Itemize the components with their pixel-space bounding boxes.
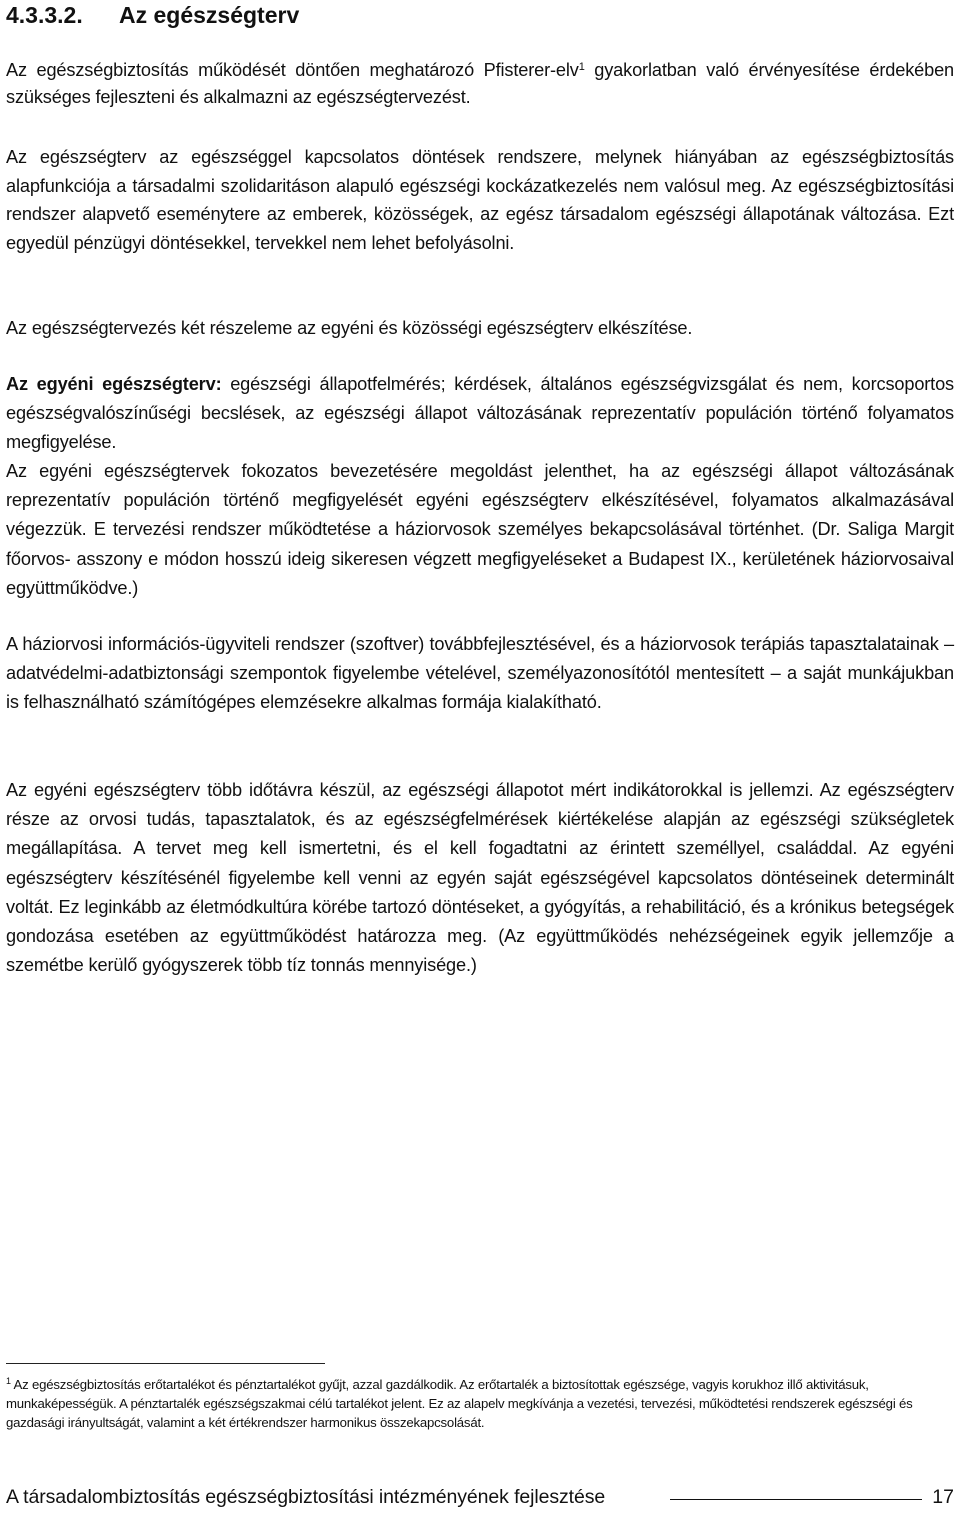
individual-plan-term: Az egyéni egészségterv: — [6, 374, 222, 394]
footer-rule — [670, 1499, 922, 1500]
footnote — [6, 1376, 954, 1432]
paragraph-intro-text-a: Az egészségbiztosítás működését döntően meghatározó Pfisterer-elv — [6, 60, 579, 80]
footnote-marker: 1 — [6, 1376, 11, 1386]
footer-title: A társadalombiztosítás egészségbiztosítási intézményének fejlesztése — [6, 1486, 606, 1508]
paragraph-components: Az egészségtervezés két részeleme az egyéni és közösségi egészségterv elkészítése. — [6, 318, 693, 338]
paragraph-software: A háziorvosi információs-ügyviteli rendszer (szoftver) továbbfejlesztésével, és a háziorvosok terápiás tapasztalatainak – adatvédelmi-adatbiztonsági szempontok figyelembe vételével, személyazonosítótól mentesített – a saját munkájukban is felhasználható számítógépes elemzésekre alkalmas formája kialakítható. — [6, 634, 954, 712]
section-title: Az egészségterv — [119, 2, 300, 28]
paragraph-time-horizon: Az egyéni egészségterv több időtávra készül, az egészségi állapotot mért indikátorokkal is jellemzi. Az egészségterv része az orvosi tudás, tapasztalatok, és az egészségfelmérések kiértékelése alapján az egészségi szükségletek megállapítása. A tervet meg kell ismertetni, és el kell fogadtatni az érintett személlyel, családdal. Az egyéni egészségterv készítésénél figyelembe kell venni az egyén saját egészségével kapcsolatos döntéseinek determinált voltát. Ez leginkább az életmódkultúra körébe tartozó döntéseket, a gyógyítás, a rehabilitáció, és a krónikus betegségek gondozása esetében az együttműködést határozza meg. (Az együttműködés nehézségeinek egyik jellemzője a szemétbe kerülő gyógyszerek több tíz tonnás mennyisége.) — [6, 780, 954, 976]
paragraph-intro-text-b: gyakorlatban való érvényesítése érdekében szükséges fejleszteni és alkalmazni az egészségtervezést. — [6, 60, 955, 107]
paragraph-intro — [6, 57, 954, 111]
section-heading — [6, 2, 299, 28]
page-footer — [6, 1485, 954, 1509]
document-page — [6, 0, 954, 1513]
paragraph-introduction-method: Az egyéni egészségtervek fokozatos bevezetésére megoldást jelenthet, ha az egészségi állapot változásának reprezentatív populáción történő megfigyelését egyéni egészségterv elkészítésével, folyamatos alkalmazásával végezzük. E tervezési rendszer működtetése a háziorvosok személyes bekapcsolásával történhet. (Dr. Saliga Margit főorvos- asszony e módon hosszú ideig sikeresen végzett megfigyeléseket a Budapest IX., kerületének háziorvosaival együttműködve.) — [6, 461, 954, 598]
page-number: 17 — [932, 1486, 954, 1508]
section-number: 4.3.3.2. — [6, 2, 83, 28]
footnote-separator — [6, 1363, 325, 1364]
footnote-text: Az egészségbiztosítás erőtartalékot és pénztartalékot gyűjt, azzal gazdálkodik. Az erőtartalék a biztosítottak egészsége, vagyis korukhoz illő aktivitásuk, munkaképességük. A pénztartalék egészségszakmai célú tartalékot jelent. Ez az alapelv megkívánja a vezetési, tervezési, működtetési rendszerek egészségi és gazdasági irányultságát, valamint a két értékrendszer harmonikus összekapcsolását. — [6, 1377, 913, 1430]
footnote-reference: 1 — [578, 61, 585, 73]
individual-plan-text: egészségi állapotfelmérés; kérdések, általános egészségvizsgálat és nem, korcsoportos egészségvalószínűségi becslések, az egészségi állapot változásának reprezentatív populáción történő folyamatos megfigyelése. — [6, 374, 954, 452]
paragraph-definition: Az egészségterv az egészséggel kapcsolatos döntések rendszere, melynek hiányában az egészségbiztosítás alapfunkciója a társadalmi szolidaritáson alapuló egészségi kockázatkezelés nem valósul meg. Az egészségbiztosítási rendszer alapvető eseménytere az emberek, közösségek, az egész társadalom egészségi állapotának változása. Ezt egyedül pénzügyi döntésekkel, tervekkel nem lehet befolyásolni. — [6, 147, 954, 253]
paragraph-individual-plan — [6, 370, 954, 456]
